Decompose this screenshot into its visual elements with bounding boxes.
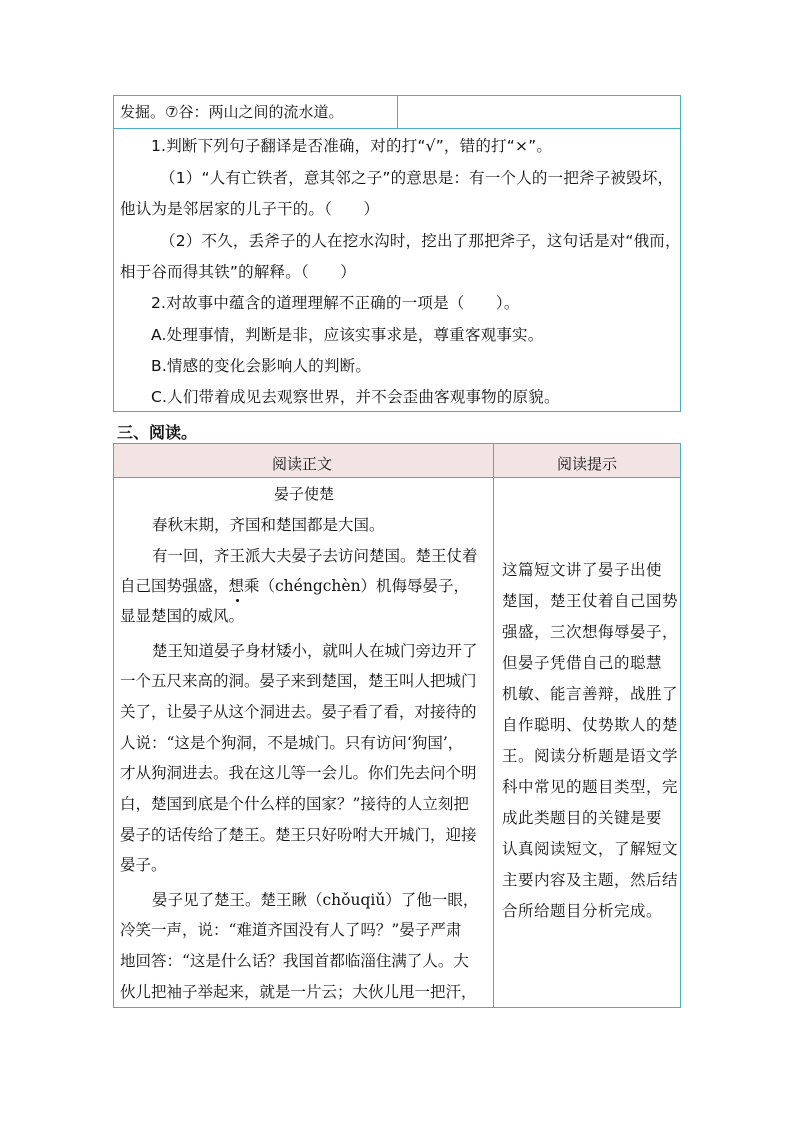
hint-line: 这篇短文讲了晏子出使 <box>502 561 663 579</box>
story-line: 伙儿把袖子举起来，就是一片云；大伙儿甩一把汗， <box>120 983 477 1001</box>
top-table-row <box>114 96 680 129</box>
story-line: 晏子。 <box>120 856 167 874</box>
col-main-header: 阅读正文 <box>272 455 333 473</box>
section-title: 三、阅读。 <box>117 423 198 442</box>
reading-table-header <box>114 444 680 478</box>
story-title: 晏子使楚 <box>274 485 335 503</box>
question-1-2: （2）不久，丢斧子的人在挖水沟时，挖出了那把斧子，这句话是对“俄而， <box>160 232 681 250</box>
hint-line: 王。阅读分析题是语文学 <box>502 747 679 765</box>
option-c: C.人们带着成见去观察世界，并不会歪曲客观事物的原貌。 <box>151 388 560 406</box>
hint-line: 合所给题目分析完成。 <box>502 902 663 920</box>
question-1-1: （1）“人有亡铁者，意其邻之子”的意思是：有一个人的一把斧子被毁坏， <box>160 169 674 187</box>
hint-line: 楚国，楚王仗着自己国势 <box>502 592 679 610</box>
hint-line: 但晏子凭借自己的聪慧 <box>502 654 663 672</box>
option-a: A.处理事情，判断是非，应该实事求是，尊重客观事实。 <box>151 326 544 344</box>
hint-line: 机敏、能言善辩，战胜了 <box>502 685 679 703</box>
top-table <box>113 95 681 412</box>
col-hint-header: 阅读提示 <box>557 455 618 473</box>
story-line: 才从狗洞进去。我在这儿等一会儿。你们先去问个明 <box>120 764 477 782</box>
story-line: 人说：“这是个狗洞，不是城门。只有访问‘狗国’， <box>120 734 464 752</box>
hint-line: 强盛，三次想侮辱晏子， <box>502 623 679 641</box>
column-divider <box>397 96 398 128</box>
question-1-1-cont: 他认为是邻居家的儿子干的。（ ） <box>120 200 380 218</box>
story-line: 白，楚国到底是个什么样的国家？”接待的人立刻把 <box>120 795 469 813</box>
hint-line: 成此类题目的关键是要 <box>502 809 663 827</box>
story-line: 春秋末期，齐国和楚国都是大国。 <box>152 516 385 534</box>
story-line: 晏子见了楚王。楚王瞅（chǒuqiǔ）了他一眼， <box>152 891 479 909</box>
story-line: 自己国势强盛，想乘（chéngchèn）机侮辱晏子， <box>120 577 470 595</box>
option-b: B.情感的变化会影响人的判断。 <box>151 357 372 375</box>
story-line: 有一回，齐王派大夫晏子去访问楚国。楚王仗着 <box>152 547 478 565</box>
story-line: 关了，让晏子从这个洞进去。晏子看了看，对接待的 <box>120 703 477 721</box>
question-1-2-cont: 相于谷而得其铁”的解释。（ ） <box>120 263 356 281</box>
hint-line: 认真阅读短文，了解短文 <box>502 840 679 858</box>
reading-table <box>113 443 681 1008</box>
story-line: 冷笑一声，说：“难道齐国没有人了吗？”晏子严肃 <box>120 921 462 939</box>
hint-line: 科中常见的题目类型，完 <box>502 778 679 796</box>
story-line: 一个五尺来高的洞。晏子来到楚国，楚王叫人把城门 <box>120 672 477 690</box>
column-divider <box>493 444 494 1007</box>
note-text: 发掘。⑦谷：两山之间的流水道。 <box>120 103 344 121</box>
story-line: 显显楚国的威风。 <box>120 607 245 625</box>
story-line: 晏子的话传给了楚王。楚王只好吩咐大开城门，迎接 <box>120 826 477 844</box>
question-1: 1.判断下列句子翻译是否准确，对的打“√”，错的打“×”。 <box>151 137 553 155</box>
hint-line: 主要内容及主题，然后结 <box>502 871 679 889</box>
hint-line: 自作聪明、仗势欺人的楚 <box>502 716 679 734</box>
story-line: 地回答：“这是什么话？我国首都临淄住满了人。大 <box>120 952 469 970</box>
emphasis-dot <box>236 599 239 602</box>
question-2: 2.对故事中蕴含的道理理解不正确的一项是（ ）。 <box>151 294 520 312</box>
story-line: 楚王知道晏子身材矮小，就叫人在城门旁边开了 <box>152 642 478 660</box>
